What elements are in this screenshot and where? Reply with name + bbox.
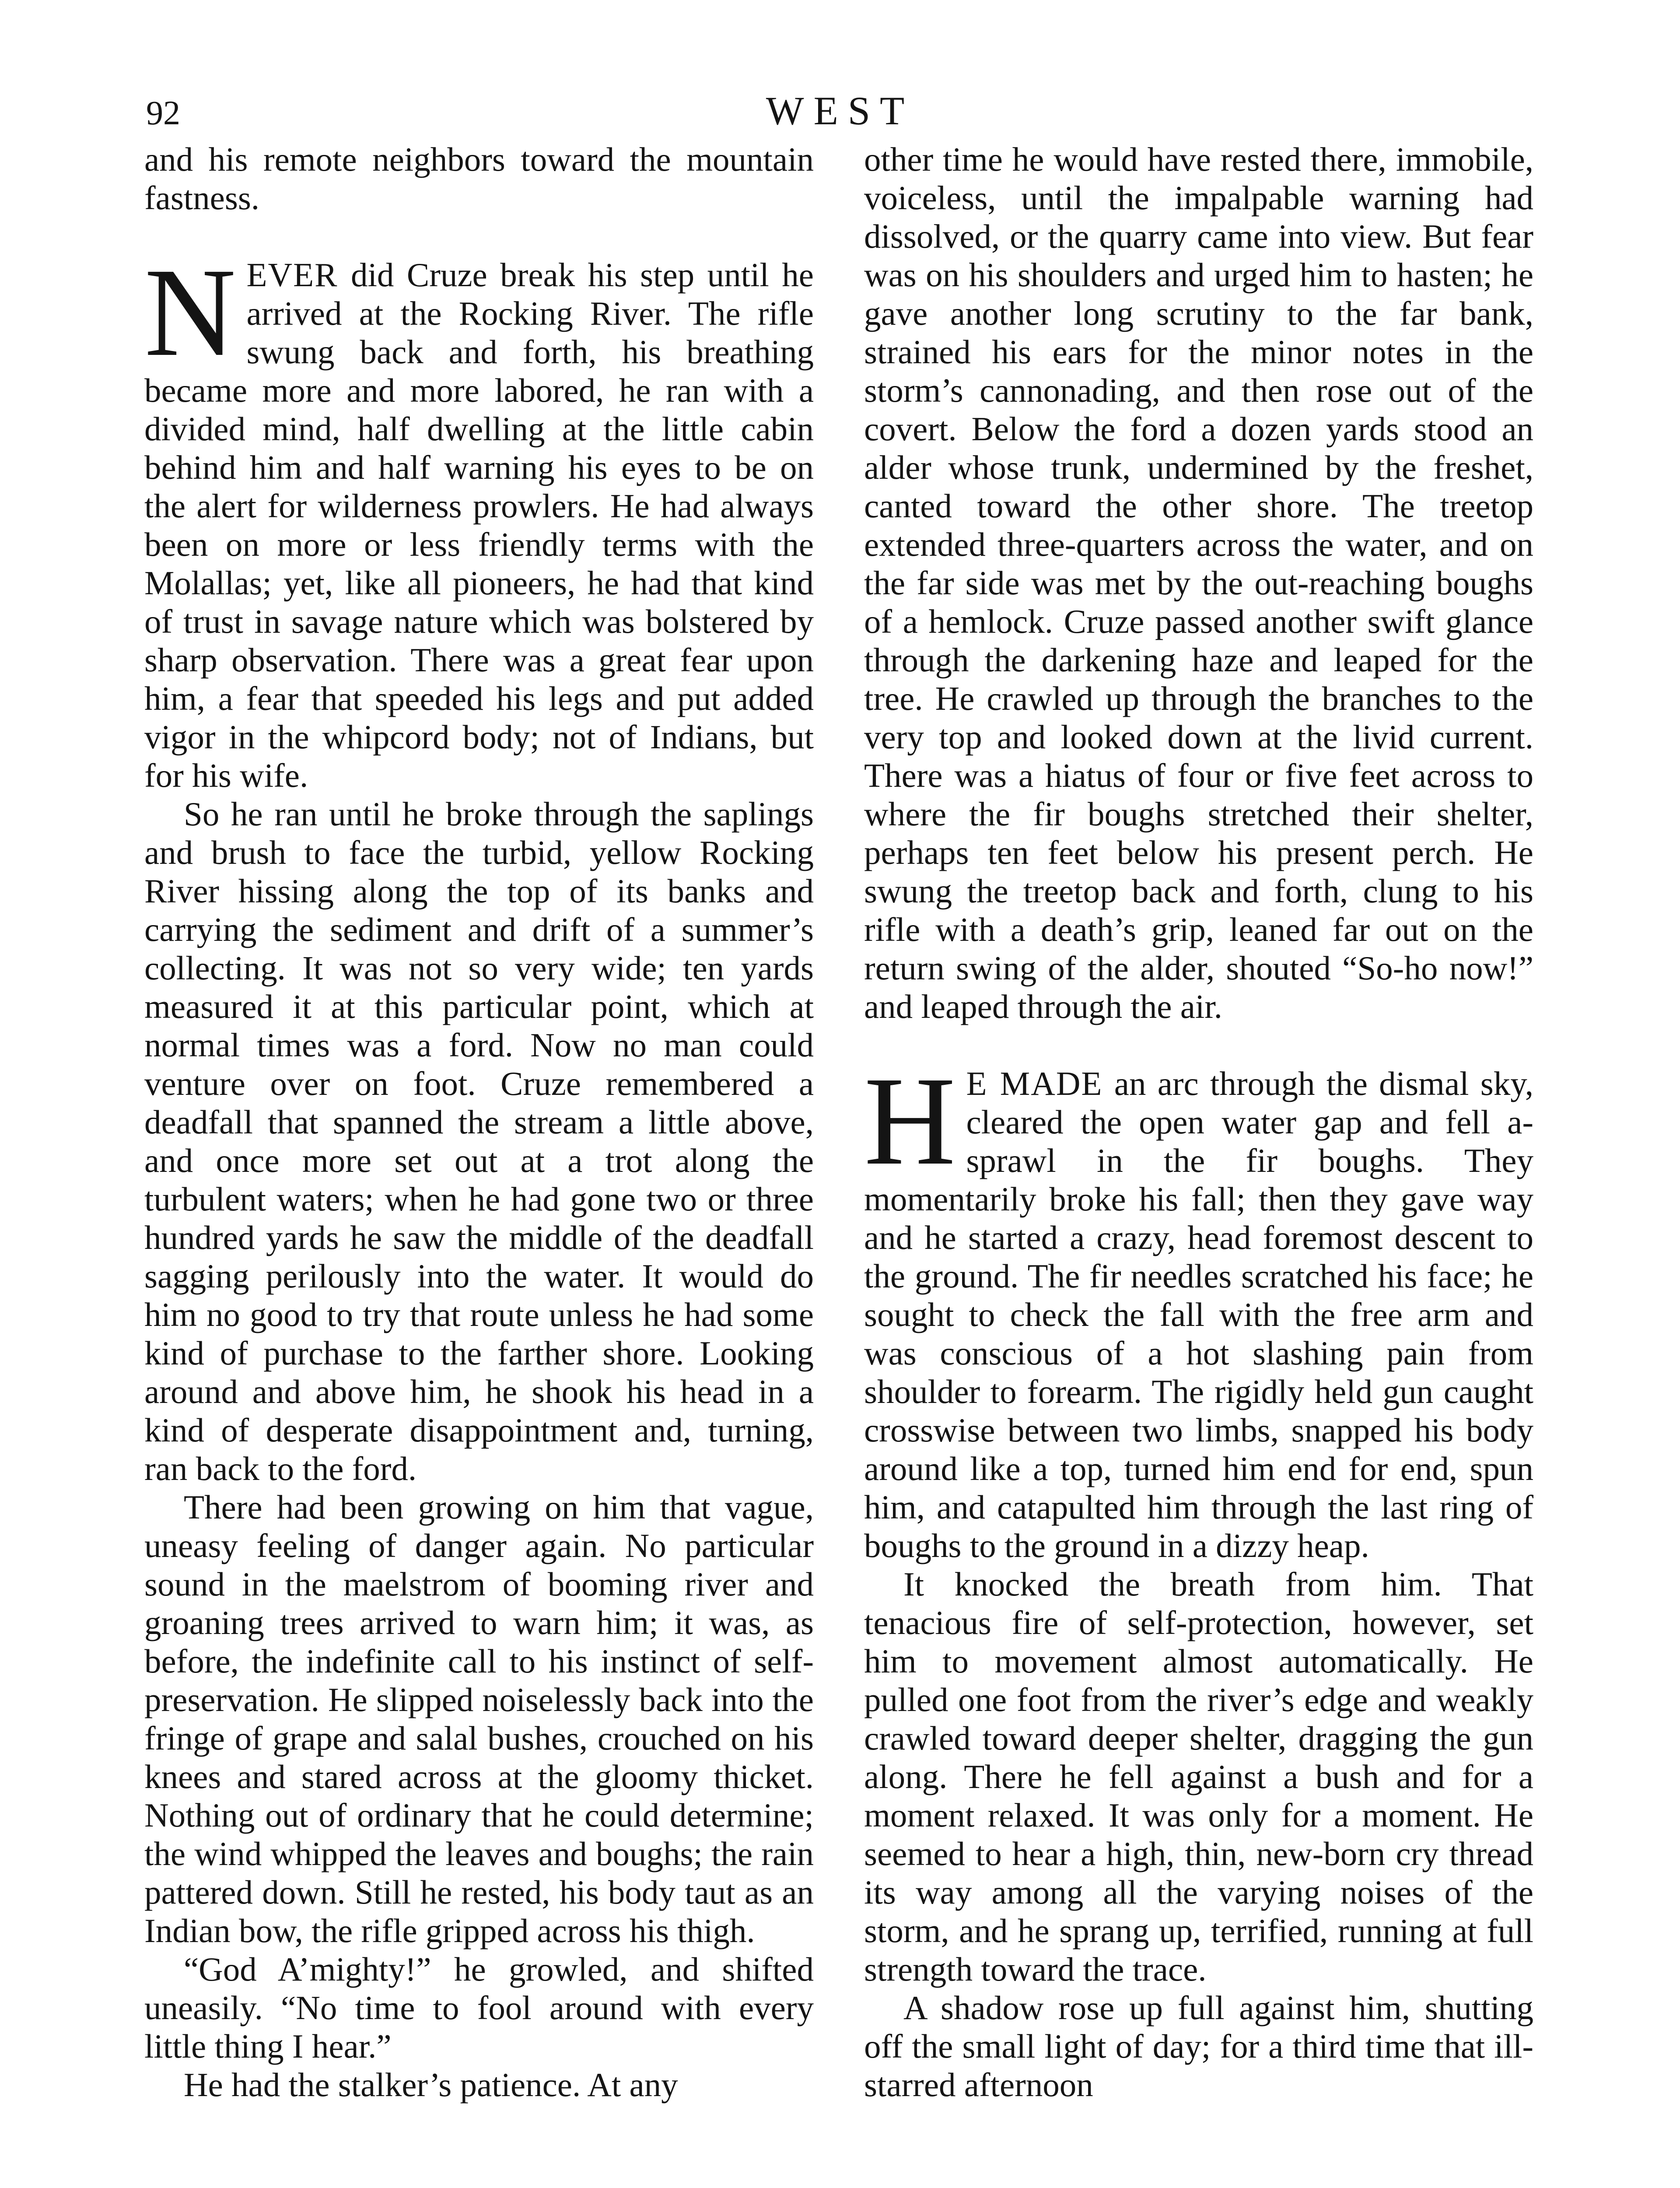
opening-text: an arc through the dismal sky, cleared the open water gap and fell a-sprawl in the fir boughs. They momentarily broke his fall; then they gave way and he started a crazy, head foremost descent to the ground. The fir needles scratched his face; he sought to check the fall with the free arm and was conscious of a hot slashing pain from shoulder to forearm. The rigidly held gun caught crosswise between two limbs, snapped his body around like a top, turned him end for end, spun him, and catapulted him through the last ring of boughs to the ground in a dizzy heap. — [864, 1065, 1534, 1564]
left-column — [144, 140, 814, 2104]
running-title: WEST — [766, 88, 914, 133]
paragraph: “God A’mighty!” he growled, and shifted uneasily. “No time to fool around with every little thing I hear.” — [144, 1950, 814, 2065]
paragraph: It knocked the breath from him. That tenacious fire of self-protection, however, set him to movement almost automatically. He pulled one foot from the river’s edge and weakly crawled toward deeper shelter, dragging the gun along. There he fell against a bush and for a moment relaxed. It was only for a moment. He seemed to hear a high, thin, new-born cry thread its way among all the varying noises of the storm, and he sprang up, terrified, running at full strength toward the trace. — [864, 1565, 1533, 1988]
page-number: 92 — [146, 94, 180, 132]
paragraph: A shadow rose up full against him, shutting off the small light of day; for a third time that ill-starred afternoon — [864, 1989, 1533, 2104]
drop-cap: N — [144, 242, 236, 382]
paragraph: So he ran until he broke through the saplings and brush to face the turbid, yellow Rocking River hissing along the top of its banks and carrying the sediment and drift of a summer’s collecting. It was not so very wide; ten yards measured it at this particular point, which at normal times was a ford. Now no man could venture over on foot. Cruze remembered a deadfall that spanned the stream a little above, and once more set out at a trot along the turbulent waters; when he had gone two or three hundred yards he saw the middle of the deadfall sagging perilously into the water. It would do him no good to try that route unless he had some kind of purchase to the farther shore. Looking around and above him, he shook his head in a kind of desperate disappointment and, turning, ran back to the ford. — [144, 795, 814, 1487]
paragraph: He had the stalker’s patience. At any — [184, 2066, 678, 2104]
lead-word: EVER — [246, 256, 338, 294]
section-he-made — [864, 1051, 1534, 2104]
paragraph-continuation: other time he would have rested there, immobile, voiceless, until the impalpable warning had dissolved, or the quarry came into view. But fear was on his shoulders and urged him to hasten; he gave another long scrutiny to the far bank, strained his ears for the minor notes in the storm’s cannonading, and then rose out of the covert. Below the ford a dozen yards stood an alder whose trunk, undermined by the freshet, canted toward the other shore. The treetop extended three-quarters across the water, and on the far side was met by the out-reaching boughs of a hemlock. Cruze passed another swift glance through the darkening haze and leaped for the tree. He crawled up through the branches to the very top and looked down at the livid current. There was a hiatus of four or five feet across to where the fir boughs stretched their shelter, perhaps ten feet below his present perch. He swung the treetop back and forth, clung to his rifle with a death’s grip, leaned far out on the return swing of the alder, shouted “So-ho now!” and leaped through the air. — [864, 140, 1533, 1025]
drop-cap: H — [864, 1051, 956, 1191]
lead-word: E MADE — [966, 1065, 1103, 1102]
right-column — [864, 140, 1533, 2104]
paragraph-continuation: and his remote neighbors toward the mountain fastness. — [144, 140, 814, 217]
section-never — [144, 242, 814, 2104]
page-header — [144, 83, 1536, 140]
section-opening-paragraph — [144, 242, 814, 795]
section-opening-paragraph — [864, 1051, 1534, 1565]
opening-text: did Cruze break his step until he arrived at the Rocking River. The rifle swung back and forth, his breathing became more and more labored, he ran with a divided mind, half dwelling at the little cabin behind him and half warning his eyes to be on the alert for wilderness prowlers. He had always been on more or less friendly terms with the Molallas; yet, like all pioneers, he had that kind of trust in savage nature which was bolstered by sharp observation. There was a great fear upon him, a fear that speeded his legs and put added vigor in the whipcord body; not of Indians, but for his wife. — [144, 256, 814, 794]
paragraph: There had been growing on him that vague, uneasy feeling of danger again. No particular sound in the maelstrom of booming river and groaning trees arrived to warn him; it was, as before, the indefinite call to his instinct of self-preservation. He slipped noiselessly back into the fringe of grape and salal bushes, crouched on his knees and stared across at the gloomy thicket. Nothing out of ordinary that he could determine; the wind whipped the leaves and boughs; the rain pattered down. Still he rested, his body taut as an Indian bow, the rifle gripped across his thigh. — [144, 1488, 814, 1950]
